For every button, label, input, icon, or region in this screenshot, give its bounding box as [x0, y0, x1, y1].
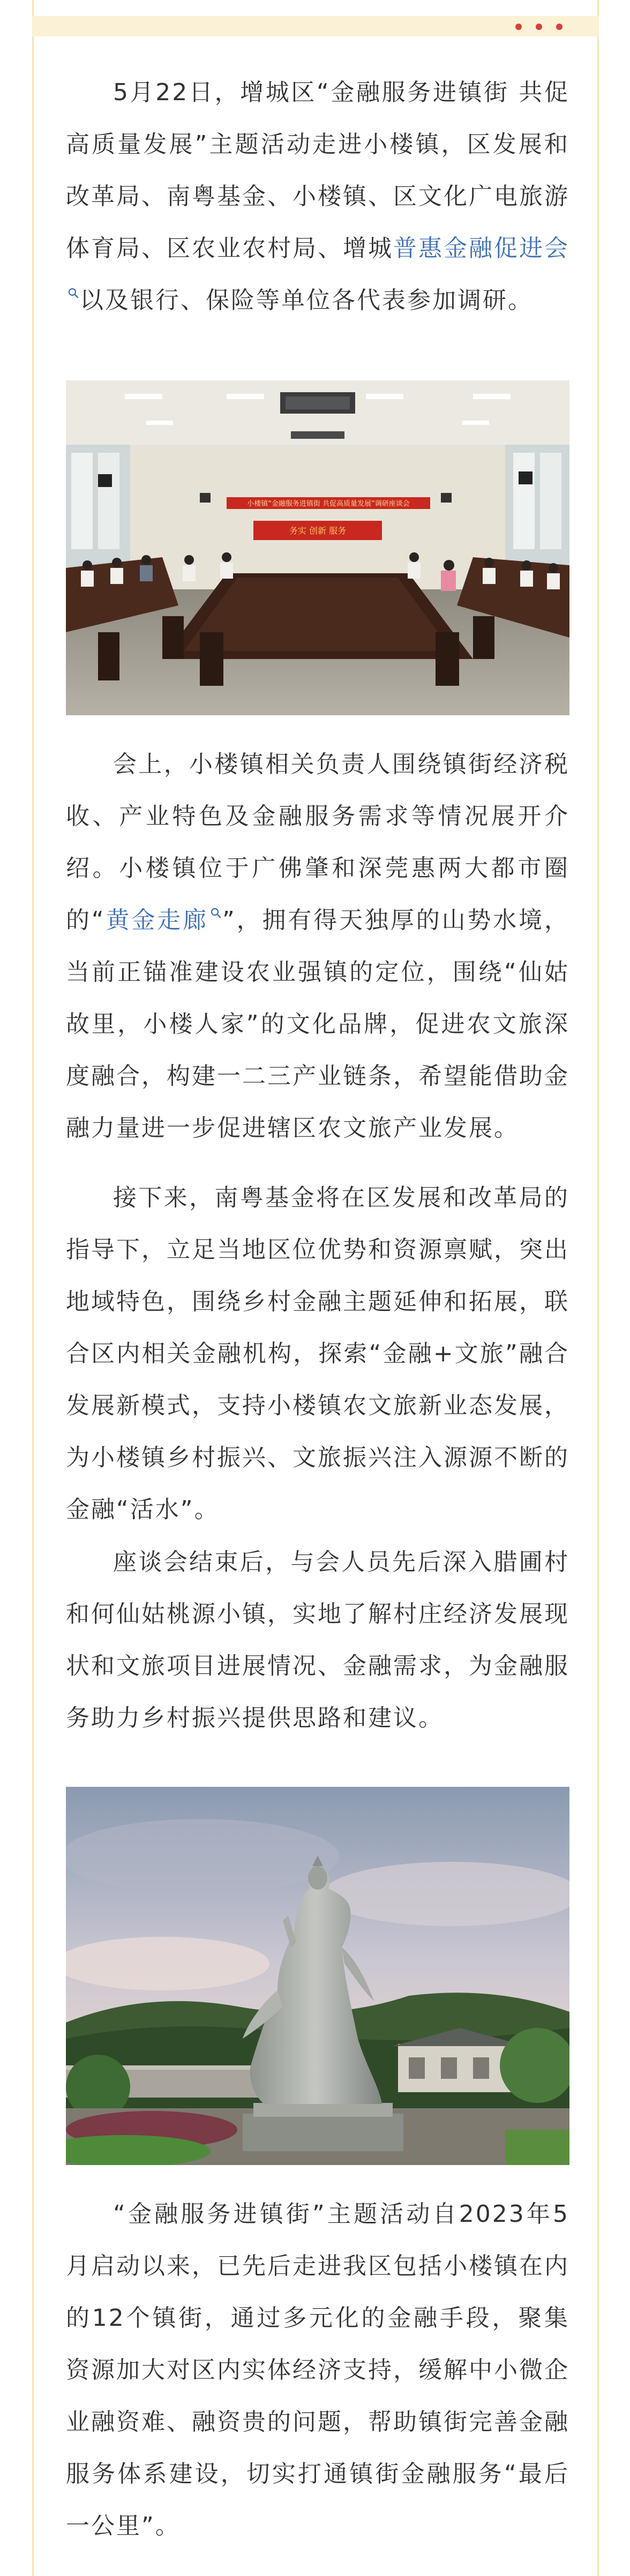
paragraph-visit: 座谈会结束后，与会人员先后深入腊圃村和何仙姑桃源小镇，实地了解村庄经济发展现状和文旅项目进展情况、金融需求，为金融服务助力乡村振兴提供思路和建议。 — [66, 1548, 569, 1732]
link-golden-corridor[interactable] — [106, 907, 222, 934]
paragraph-campaign-summary: “金融服务进镇街”主题活动自2023年5月启动以来，已先后走进我区包括小楼镇在内的12个镇街，通过多元化的金融手段，聚集资源加大对区内实体经济支持，缓解中小微企业融资难、融资贵的问题，帮助镇街完善金融服务体系建设，切实打通镇街金融服务“最后一公里”。 — [66, 2200, 569, 2540]
search-icon — [67, 287, 80, 299]
paragraph-next-steps: 接下来，南粤基金将在区发展和改革局的指导下，立足当地区位优势和资源禀赋，突出地域特色，围绕乡村金融主题延伸和拓展，联合区内相关金融机构，探索“金融+文旅”融合发展新模式，支持小楼镇农文旅新业态发展，为小楼镇乡村振兴、文旅振兴注入源源不断的金融“活水”。 — [66, 1184, 569, 1523]
header-banner — [32, 16, 599, 36]
dot-icon — [556, 24, 562, 30]
statue-photo — [66, 1787, 569, 2165]
search-icon — [209, 907, 222, 919]
link-label: 黄金走廊 — [105, 907, 208, 934]
meeting-banner-text: 小楼镇“金融服务进镇街 共促高质量发展”调研座谈会 — [247, 500, 410, 508]
dot-icon — [515, 24, 522, 30]
paragraph-text: 会上，小楼镇相关负责人围绕镇街经济税收、产业特色及金融服务需求等情况展开介绍。小楼镇位于广佛肇和深莞惠两大都市圈的“ — [66, 751, 569, 934]
meeting-photo — [66, 380, 569, 715]
dot-icon — [536, 24, 542, 30]
meeting-wall-text: 务实 创新 服务 — [289, 526, 347, 536]
link-label: 普惠金融促进会 — [393, 235, 569, 262]
paragraph-intro — [66, 66, 569, 326]
paragraph-text: 以及银行、保险等单位各代表参加调研。 — [80, 287, 533, 314]
paragraph-text: ”，拥有得天独厚的山势水境，当前正锚准建设农业强镇的定位，围绕“仙姑故里，小楼人家”的文化品牌，促进农文旅深度融合，构建一二三产业链条，希望能借助金融力量进一步促进辖区农文旅产业发展。 — [66, 907, 570, 1142]
paragraph-text: 5月22日，增城区“金融服务进镇街 共促高质量发展”主题活动走进小楼镇，区发展和改革局、南粤基金、小楼镇、区文化广电旅游体育局、区农业农村局、增城 — [66, 79, 569, 262]
paragraph-meeting — [66, 738, 569, 1154]
